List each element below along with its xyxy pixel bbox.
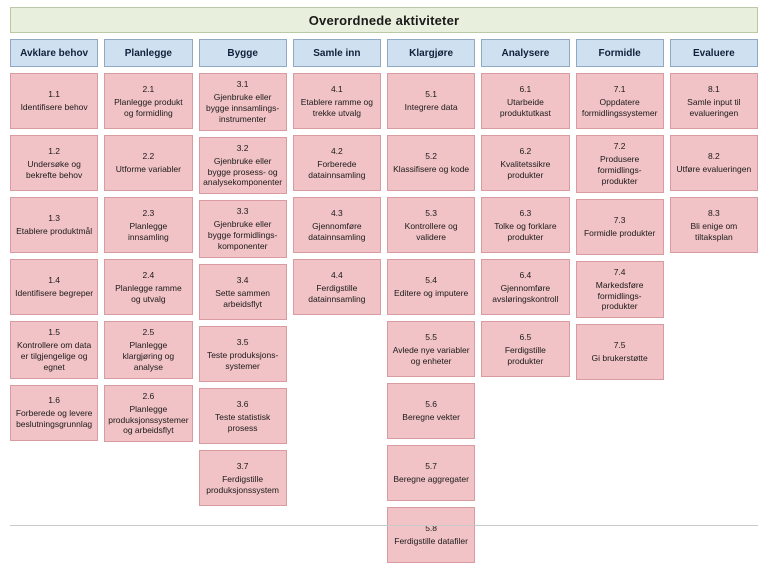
activity-cell[interactable] — [387, 383, 475, 439]
activity-label: Forberede og levere beslutningsgrunnlag — [15, 408, 93, 430]
phase-column-7 — [576, 39, 664, 380]
activity-number: 6.1 — [519, 83, 532, 94]
page-title: Overordnede aktiviteter — [308, 12, 460, 28]
activity-label: Utforme variabler — [115, 164, 181, 175]
phase-header-6: Analysere — [481, 39, 569, 67]
activity-number: 4.2 — [330, 145, 343, 156]
activity-number: 5.3 — [425, 207, 438, 218]
activity-number: 6.4 — [519, 269, 532, 280]
activity-cell[interactable] — [10, 385, 98, 441]
activity-number: 3.5 — [236, 336, 249, 347]
activity-number: 2.5 — [142, 327, 155, 337]
activity-label: Planlegge klargjøring og analyse — [122, 340, 175, 372]
activity-cell[interactable] — [387, 321, 475, 377]
phase-header-3: Bygge — [199, 39, 287, 67]
activity-label: Etablere ramme og trekke utvalg — [300, 96, 374, 118]
phase-header-2: Planlegge — [104, 39, 192, 67]
activity-label: Planlegge innsamling — [128, 220, 169, 242]
activity-number: 4.3 — [330, 207, 343, 218]
diagram-title-bar — [10, 7, 758, 33]
activity-label: Identifisere begreper — [15, 288, 94, 299]
activity-label: Beregne aggregater — [393, 474, 469, 485]
activity-label: Planlegge ramme og utvalg — [115, 282, 182, 304]
activity-cell[interactable] — [387, 445, 475, 501]
activity-number: 7.2 — [613, 141, 626, 151]
activity-cell[interactable] — [481, 73, 569, 129]
activity-cell[interactable] — [293, 197, 381, 253]
activity-number: 1.3 — [48, 213, 61, 224]
phase-column-5 — [387, 39, 475, 563]
activity-cell[interactable] — [10, 135, 98, 191]
activity-number: 5.6 — [425, 399, 438, 410]
activity-label: Ferdigstille produksjonssystem — [206, 473, 279, 495]
footer-divider — [10, 525, 758, 526]
activity-number: 5.4 — [425, 275, 438, 286]
phase-grid — [6, 39, 762, 563]
activity-label: Beregne vekter — [402, 412, 460, 423]
activity-label: Forberede datainnsamling — [308, 158, 366, 180]
activity-cell[interactable] — [387, 259, 475, 315]
phase-header-7: Formidle — [576, 39, 664, 67]
activity-label: Ferdigstille produkter — [504, 344, 546, 366]
activity-number: 5.1 — [425, 89, 438, 100]
activity-cell[interactable] — [670, 73, 758, 129]
activity-cell[interactable] — [104, 385, 192, 443]
phase-column-1 — [10, 39, 98, 441]
activity-cell[interactable] — [104, 259, 192, 315]
phase-column-4 — [293, 39, 381, 315]
activity-label: Gjenbruke eller bygge formidlings-komponenter — [207, 219, 278, 252]
activity-label: Identifisere behov — [20, 102, 88, 113]
activity-cell[interactable] — [387, 135, 475, 191]
activity-number: 1.6 — [48, 395, 61, 406]
phase-header-4: Samle inn — [293, 39, 381, 67]
activity-cell[interactable] — [576, 199, 664, 255]
activity-cell[interactable] — [199, 137, 287, 195]
activity-number: 8.3 — [707, 207, 720, 218]
activity-number: 5.7 — [425, 461, 438, 472]
activity-cell[interactable] — [104, 197, 192, 253]
activity-number: 3.2 — [236, 142, 249, 153]
activity-cell[interactable] — [481, 321, 569, 377]
activity-cell[interactable] — [293, 259, 381, 315]
activity-number: 1.2 — [48, 145, 61, 156]
phase-column-6 — [481, 39, 569, 377]
activity-label: Bli enige om tiltaksplan — [690, 220, 738, 242]
activity-number: 1.5 — [48, 327, 61, 337]
activity-cell[interactable] — [293, 135, 381, 191]
activity-label: Planlegge produkt og formidling — [114, 96, 183, 118]
activity-cell[interactable] — [670, 197, 758, 253]
phase-header-1: Avklare behov — [10, 39, 98, 67]
activity-number: 4.4 — [330, 269, 343, 280]
activity-label: Gi brukerstøtte — [591, 353, 648, 364]
activity-label: Editere og imputere — [394, 288, 469, 299]
activity-label: Gjenbruke eller bygge prosess- og analysekomponenter — [203, 155, 283, 188]
activity-number: 7.4 — [613, 266, 626, 277]
activity-label: Planlegge produksjonssystemer og arbeidsflyt — [108, 403, 189, 436]
activity-cell[interactable] — [481, 197, 569, 253]
activity-cell[interactable] — [104, 321, 192, 379]
phase-column-8 — [670, 39, 758, 253]
activity-number: 3.6 — [236, 398, 249, 409]
activity-number: 1.1 — [48, 89, 61, 100]
activity-number: 3.7 — [236, 460, 249, 471]
activity-label: Undersøke og bekrefte behov — [26, 158, 83, 180]
activity-cell[interactable] — [199, 200, 287, 258]
activity-number: 2.6 — [142, 390, 155, 401]
activity-cell[interactable] — [387, 73, 475, 129]
activity-number: 3.4 — [236, 274, 249, 285]
activity-cell[interactable] — [104, 135, 192, 191]
activity-cell[interactable] — [387, 197, 475, 253]
activity-cell[interactable] — [576, 261, 664, 319]
activity-cell[interactable] — [576, 324, 664, 380]
activity-cell[interactable] — [104, 73, 192, 129]
activity-label: Gjenbruke eller bygge innsamlings-instrumenter — [206, 92, 280, 124]
activity-label: Avlede nye variabler og enheter — [392, 344, 470, 366]
activity-cell[interactable] — [10, 73, 98, 129]
phase-column-3 — [199, 39, 287, 506]
activity-label: Teste produksjons-systemer — [206, 349, 279, 371]
activity-number: 7.1 — [613, 83, 626, 94]
activity-cell[interactable] — [199, 73, 287, 131]
activity-number: 6.3 — [519, 207, 532, 218]
activity-number: 8.1 — [707, 83, 720, 94]
activity-cell[interactable] — [199, 450, 287, 506]
activity-label: Utføre evalueringen — [676, 164, 752, 175]
activity-label: Utarbeide produktutkast — [499, 96, 551, 118]
activity-label: Produsere formidlings-produkter — [597, 154, 642, 186]
activity-number: 8.2 — [707, 151, 720, 162]
activity-cell[interactable] — [481, 135, 569, 191]
activity-number: 5.2 — [425, 151, 438, 162]
activity-label: Oppdatere formidlingssystemer — [581, 96, 658, 118]
activity-number: 1.4 — [48, 275, 61, 286]
phase-header-8: Evaluere — [670, 39, 758, 67]
activity-cell[interactable] — [576, 73, 664, 129]
phase-column-2 — [104, 39, 192, 442]
activity-cell[interactable] — [10, 321, 98, 379]
activity-cell[interactable] — [199, 264, 287, 320]
activity-label: Gjennomføre avsløringskontroll — [492, 282, 559, 304]
activity-number: 2.3 — [142, 207, 155, 218]
activity-label: Formidle produkter — [583, 227, 656, 238]
activity-label: Teste statistisk prosess — [214, 411, 271, 433]
activity-cell[interactable] — [293, 73, 381, 129]
phase-header-5: Klargjøre — [387, 39, 475, 67]
activity-label: Tolke og forklare produkter — [494, 220, 557, 242]
activity-number: 3.1 — [236, 79, 249, 89]
activity-number: 5.8 — [425, 523, 438, 534]
activity-cell[interactable] — [199, 388, 287, 444]
activity-number: 2.1 — [142, 83, 155, 94]
activity-label: Kontrollere og validere — [404, 220, 458, 242]
activity-cell[interactable] — [10, 197, 98, 253]
activity-number: 2.2 — [142, 151, 155, 162]
activity-label: Sette sammen arbeidsflyt — [215, 287, 271, 309]
activity-label: Kvalitetssikre produkter — [500, 158, 551, 180]
activity-cell[interactable] — [670, 135, 758, 191]
activity-cell[interactable] — [199, 326, 287, 382]
activity-number: 4.1 — [330, 83, 343, 94]
activity-cell[interactable] — [576, 135, 664, 193]
activity-label: Markedsføre formidlings-produkter — [595, 279, 644, 312]
activity-label: Klassifisere og kode — [393, 164, 470, 175]
activity-cell[interactable] — [10, 259, 98, 315]
activity-cell[interactable] — [387, 507, 475, 563]
activity-label: Ferdigstille datafiler — [394, 536, 468, 547]
activity-cell[interactable] — [481, 259, 569, 315]
activity-number: 6.5 — [519, 331, 532, 342]
activity-number: 6.2 — [519, 145, 532, 156]
activity-label: Integrere data — [404, 102, 458, 113]
activity-label: Etablere produktmål — [16, 226, 93, 237]
activity-label: Kontrollere om data er tilgjengelige og egnet — [17, 340, 92, 372]
activity-number: 2.4 — [142, 269, 155, 280]
activity-number: 5.5 — [425, 331, 438, 342]
activity-number: 7.5 — [613, 340, 626, 351]
activity-number: 3.3 — [236, 206, 249, 217]
activity-label: Samle input til evalueringen — [687, 96, 741, 118]
activity-label: Ferdigstille datainnsamling — [308, 282, 366, 304]
activity-number: 7.3 — [613, 214, 626, 225]
activity-label: Gjennomføre datainnsamling — [308, 220, 366, 242]
